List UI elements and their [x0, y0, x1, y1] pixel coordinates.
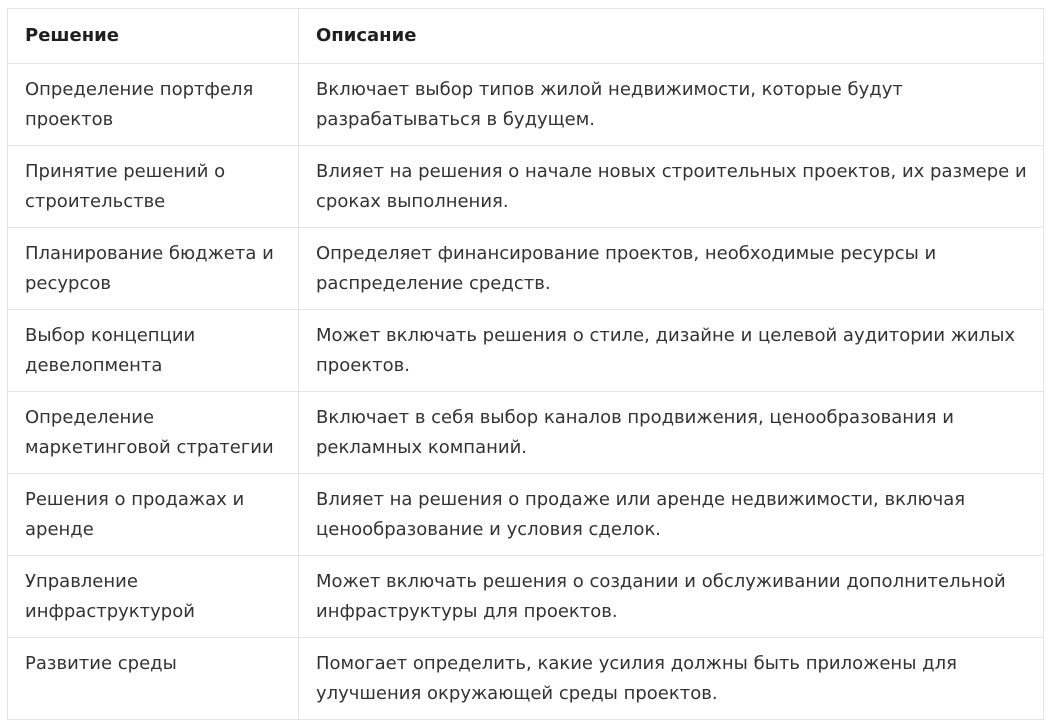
cell-decision: Принятие решений о строительстве	[8, 146, 299, 228]
table-header-row	[8, 9, 1044, 64]
table-row	[8, 474, 1044, 556]
cell-decision: Планирование бюджета и ресурсов	[8, 228, 299, 310]
cell-description: Влияет на решения о продаже или аренде недвижимости, включая ценообразование и условия сделок.	[299, 474, 1044, 556]
cell-description: Помогает определить, какие усилия должны быть приложены для улучшения окружающей среды проектов.	[299, 638, 1044, 720]
cell-description: Влияет на решения о начале новых строительных проектов, их размере и сроках выполнения.	[299, 146, 1044, 228]
cell-description: Включает выбор типов жилой недвижимости, которые будут разрабатываться в будущем.	[299, 64, 1044, 146]
cell-description: Включает в себя выбор каналов продвижения, ценообразования и рекламных компаний.	[299, 392, 1044, 474]
table-row	[8, 228, 1044, 310]
table-row	[8, 638, 1044, 720]
cell-decision: Определение портфеля проектов	[8, 64, 299, 146]
table-row	[8, 146, 1044, 228]
header-description: Описание	[299, 9, 1044, 64]
cell-description: Может включать решения о создании и обслуживании дополнительной инфраструктуры для проектов.	[299, 556, 1044, 638]
header-decision: Решение	[8, 9, 299, 64]
cell-description: Может включать решения о стиле, дизайне и целевой аудитории жилых проектов.	[299, 310, 1044, 392]
cell-decision: Развитие среды	[8, 638, 299, 720]
cell-decision: Выбор концепции девелопмента	[8, 310, 299, 392]
decisions-table-container	[7, 8, 1043, 720]
table-row	[8, 556, 1044, 638]
decisions-table	[7, 8, 1044, 720]
table-row	[8, 64, 1044, 146]
cell-decision: Определение маркетинговой стратегии	[8, 392, 299, 474]
cell-description: Определяет финансирование проектов, необходимые ресурсы и распределение средств.	[299, 228, 1044, 310]
table-row	[8, 392, 1044, 474]
cell-decision: Решения о продажах и аренде	[8, 474, 299, 556]
cell-decision: Управление инфраструктурой	[8, 556, 299, 638]
table-row	[8, 310, 1044, 392]
